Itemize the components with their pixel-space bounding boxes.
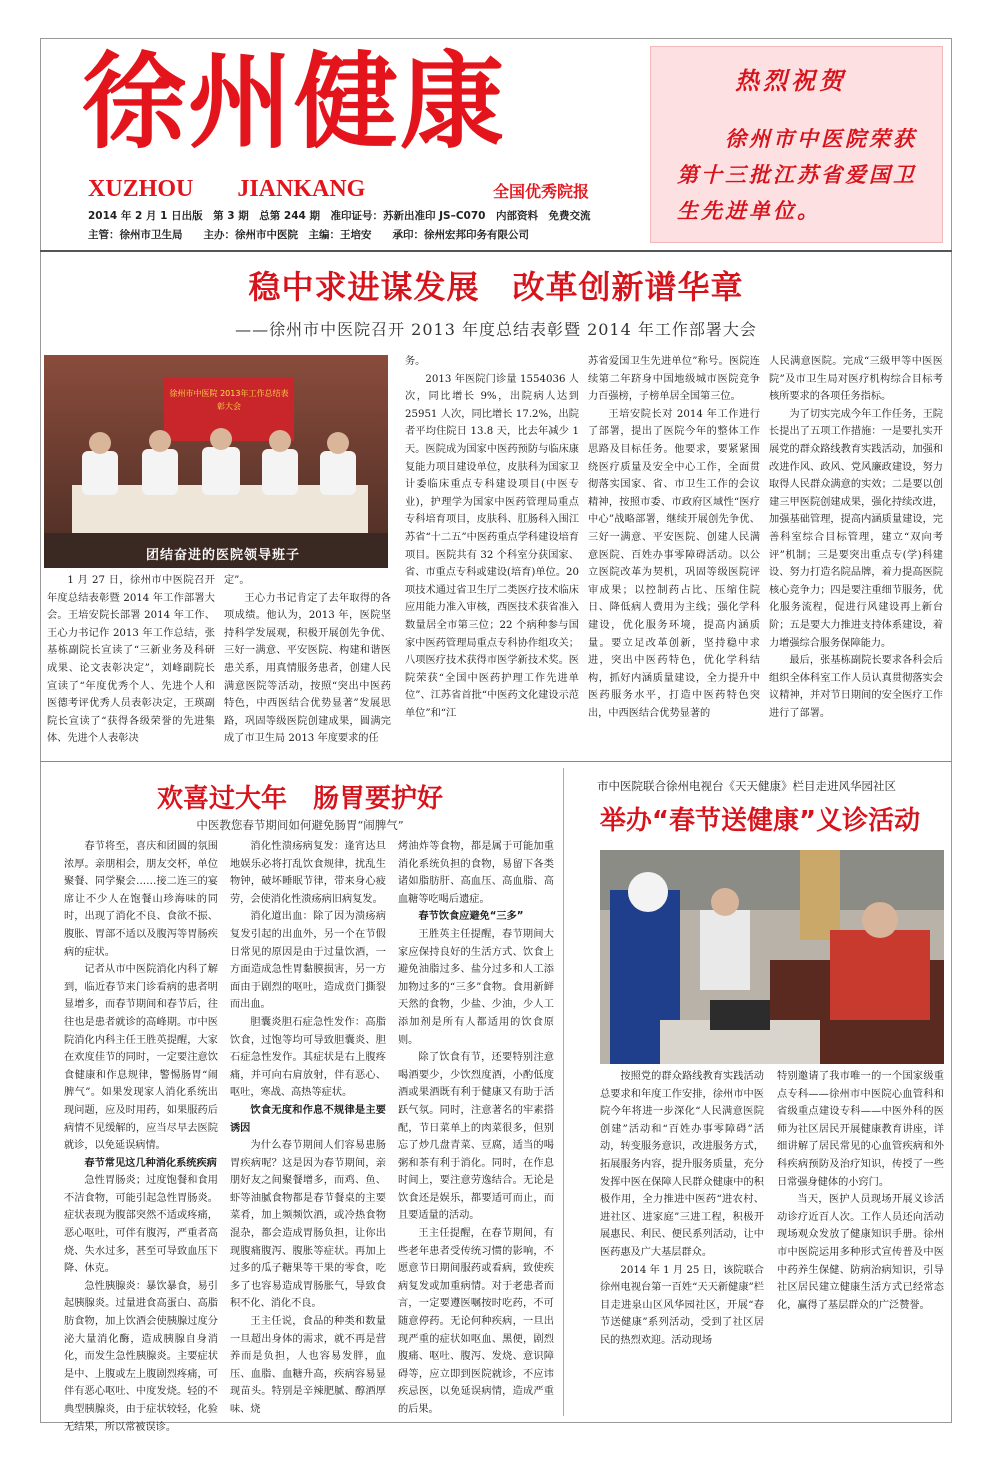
paragraph: 王培安院长对 2014 年工作进行了部署，提出了医院今年的整体工作思路及目标任务。他要求，要紧紧围绕医疗质量及安全中心工作，全面贯彻落实国家、省、市卫生工作的会议精神，按照市委、市政府区域性“医疗中心”战略部署，继续开展创先争优、三好一满意、平安医院、创建人民满意医院、百姓办事零障碍活动。以公立医院改革为契机，巩固等级医院评审成果；以控制药占比、压缩住院日、降低病人费用为主线；强化学科建设，优化服务环境，提高内涵质量。要立足改革创新，坚持稳中求进，突出中医药特色，优化学科结构，抓好内涵质量建设，全力提升中医药服务水平，打造中医药特色突出，中西医结合优势显著的 (588, 408, 760, 719)
photo-caption: 团结奋进的医院领导班子 (146, 548, 301, 563)
issue-line: 2014 年 2 月 1 日出版 第 3 期 总第 244 期 准印证号：苏新出准印 JS–C070 内部资料 免费交流 (88, 210, 591, 222)
congrats-box (650, 46, 943, 243)
masthead-pinyin: XUZHOU JIANKANG (88, 176, 366, 202)
paragraph: 人民满意医院。完成“三级甲等中医医院”及市卫生局对医疗机构综合目标考核所要求的各项任务指标。 (769, 356, 943, 403)
paragraph: 胆囊炎胆石症急性发作：高脂饮食，过饱等均可导致胆囊炎、胆石症急性发作。其症状是右上腹疼痛，并可向右肩放射，伴有恶心、呕吐，寒战、高热等症状。 (230, 1016, 386, 1099)
column-rule (563, 768, 564, 1416)
congrats-body: 徐州市中医院荣获第十三批江苏省爱国卫生先进单位。 (677, 126, 917, 223)
clinic-photo-illustration (600, 850, 944, 1064)
masthead-title: 徐州健康 (82, 41, 507, 163)
article1-col2 (224, 572, 391, 752)
paragraph: 务。 (405, 356, 426, 367)
paragraph: 苏省爱国卫生先进单位”称号。医院连续第二年跻身中国地级城市医院竞争力百强榜，子榜单居全国第三位。 (588, 356, 760, 403)
paragraph: 2013 年医院门诊量 1554036 人次，同比增长 9%，出院病人达到 25951 人次，同比增长 17.2%，出院者平均住院日 13.8 天，比去年减少 1 天。医院成为国家中医药预防与临床康复能力项目建设单位，皮肤科为国家卫计委临床重点专科建设项目(中医专业)，护理学为国家中医药管理局重点专科培育项目，皮肤科、肛肠科入围江苏省“十二五”中医药重点学科建设培育项目。医院共有 32 个科室分获国家、省、市重点专科或建设(培育)单位。20 项技术通过省卫生厅二类医疗技术临床应用能力准入审核，西医技术获省准入数量居全市第三位；22 个病种参与国家中医药管理局重点专科协作组攻关；八项医疗技术获得市医学新技术奖。医院荣获“全国中医药护理工作先进单位”、江苏省首批“中医药文化建设示范单位”和“江 (405, 373, 579, 719)
article3-col2 (777, 1068, 944, 1414)
congrats-title: 热烈祝贺 (735, 66, 847, 95)
article1-col5 (769, 353, 943, 753)
paragraph: 烤油炸等食物，都是属于可能加重消化系统负担的食物，易留下各类诸如脂肪肝、高血压、高血脂、高血糖等吃喝后遗症。 (398, 841, 554, 905)
article3-headline: 举办“春节送健康”义诊活动 (599, 806, 921, 836)
section-heading: 春节常见这几种消化系统疾病 (84, 1157, 217, 1169)
article2-headline: 欢喜过大年 肠胃要护好 (156, 784, 443, 814)
paragraph: 消化性溃疡病复发：逢宵达旦地娱乐必将打乱饮食规律，扰乱生物钟，破坏睡眠节律，带来身心疲劳，会使消化性溃疡病旧病复发。 (230, 841, 386, 905)
paragraph: 为了切实完成今年工作任务，王院长提出了五项工作措施：一是要扎实开展党的群众路线教育实践活动，加强和改进作风、政风、党风廉政建设，努力取得人民群众满意的实效；二是要以创建三甲医院创建成果，强化持续改进，加强基础管理，提高内涵质量建设，完善科室综合目标管理，建立“双向考评”机制；三是要突出重点专(学)科建设、努力打造名院品牌，着力提高医院核心竞争力；四是要注重细节服务，优化服务流程，促进行风建设再上新台阶；五是要大力推进支持体系建设，着力增强综合服务保障能力。 (769, 408, 943, 649)
photo-banner: 徐州市中医院 2013年工作总结表彰大会 (169, 389, 289, 411)
paragraph: 王胜英主任提醒，春节期间大家应保持良好的生活方式、饮食上避免油脂过多、盐分过多和人工添加物过多的“三多”食物。食用新鲜天然的食物，少盐、少油，少人工添加剂是所有人都适用的饮食原则。 (398, 928, 554, 1046)
section-heading: 春节饮食应避免“三多” (418, 911, 524, 923)
article1-col4 (588, 353, 760, 753)
article1-subhead: ——徐州市中医院召开 2013 年度总结表彰暨 2014 年工作部署大会 (235, 320, 757, 339)
paragraph: 急性胰腺炎：暴饮暴食，易引起胰腺炎。过量进食高蛋白、高脂肪食物，加上饮酒会使胰腺过度分泌大量消化酶，造成胰腺自身消化，而发生急性胰腺炎。主要症状是中、上腹或左上腹剧烈疼痛，可伴有恶心呕吐、中度发烧。轻的不典型胰腺炎，由于症状较轻，化验无结果，所以常被误诊。 (64, 1280, 218, 1433)
paragraph: 最后，张基栋副院长要求各科会后组织全体科室工作人员认真贯彻落实会议精神，并对节日期间的安全医疗工作进行了部署。 (769, 655, 943, 719)
paragraph: 2014 年 1 月 25 日，该院联合徐州电视台第一百姓“天天新健康”栏目走进泉山区风华园社区，开展“春节送健康”系列活动，受到了社区居民的热烈欢迎。活动现场 (600, 1264, 764, 1346)
article3-kicker: 市中医院联合徐州电视台《天天健康》栏目走进风华园社区 (597, 779, 896, 793)
paragraph: 定”。 (224, 575, 250, 586)
paragraph: 1 月 27 日，徐州市中医院召开年度总结表彰暨 2014 年工作部署大会。王培安院长部署 2014 年工作、王心力书记作 2013 年工作总结，张基栋副院长宣读了“三新业务及科研成果、论文表彰决定”，刘峰副院长宣读了“年度优秀个人、先进个人和医德考评优秀人员表彰决定，王瑛副院长宣读了“获得各级荣誉的先进集体、先进个人表彰决 (47, 575, 215, 745)
section-heading: 饮食无度和作息不规律是主要诱因 (230, 1104, 386, 1134)
paragraph: 记者从市中医院消化内科了解到，临近春节来门诊看病的患者明显增多，而春节期间和春节后，往往也是患者就诊的高峰期。市中医院消化内科主任王胜英提醒，大家在欢度佳节的同时，一定要注意饮食健康和作息规律，警惕肠胃“闹脾气”。如果发现家人消化系统出现问题，应及时用药，如果服药后病情不见缓解的，应当尽早去医院就诊，以免延误病情。 (64, 964, 218, 1152)
paragraph: 为什么春节期间人们容易患肠胃疾病呢？这是因为春节期间，亲朋好友之间聚餐增多，而鸡、鱼、虾等油腻食物都是春节餐桌的主要菜肴，加上频频饮酒，或冷热食物混杂，都会造成胃肠负担，让你出现腹痛腹泻、腹胀等症状。再加上过多的瓜子糖果等干果的零食，吃多了也容易造成胃肠胀气，导致食积不化、消化不良。 (230, 1140, 386, 1310)
paragraph: 特别邀请了我市唯一的一个国家级重点专科——徐州市中医院心血管科和省级重点建设专科——中医外科的医师为社区居民开展健康教育讲座，详细讲解了居民常见的心血管疾病和外科疾病预防及治疗知识，传授了一些日常强身健体的小窍门。 (777, 1071, 944, 1188)
masthead-divider (40, 250, 952, 252)
article3-col1 (600, 1068, 764, 1414)
masthead-award: 全国优秀院报 (493, 182, 590, 201)
paragraph: 春节将至，喜庆和团圆的氛围浓厚。亲朋相会，朋友交杯，单位聚餐、同学聚会……接二连三的宴席让不少人在饱餐山珍海味的同时，出现了消化不良、食欲不振、腹胀、胃部不适以及腹泻等胃肠疾病的症状。 (64, 841, 218, 958)
article2-col2 (230, 838, 386, 1415)
article2-col1 (64, 838, 218, 1433)
paragraph: 当天，医护人员现场开展义诊活动诊疗近百人次。工作人员还向活动现场观众发放了健康知识手册。徐州市中医院运用多种形式宣传普及中医中药养生保健、防病治病知识，引导社区居民建立健康生活方式已经常态化，赢得了基层群众的广泛赞誉。 (777, 1194, 944, 1311)
leadership-photo (44, 355, 388, 568)
paragraph: 王主任说，食品的种类和数量一旦超出身体的需求，就不再是营养而是负担，人也容易发胖，血压、血脂、血糖升高，疾病容易显现苗头。特别是辛辣肥腻、醇酒厚味、烧 (230, 1316, 386, 1415)
paragraph: 消化道出血：除了因为溃疡病复发引起的出血外，另一个在节假日常见的原因是由于过量饮酒，一方面造成急性胃黏膜损害，另一方面由于剧烈的呕吐，造成贲门撕裂而出血。 (230, 911, 386, 1011)
sponsor-line: 主管：徐州市卫生局 主办：徐州市中医院 主编：王培安 承印：徐州宏邦印务有限公司 (88, 229, 529, 241)
paragraph: 急性胃肠炎；过度饱餐和食用不洁食物，可能引起急性胃肠炎。症状表现为腹部突然不适或疼痛，恶心呕吐，可伴有腹泻，严重者高烧、失水过多，甚至可导致血压下降、休克。 (64, 1175, 218, 1275)
article1-headline: 稳中求进谋发展 改革创新谱华章 (248, 268, 744, 306)
paragraph: 除了饮食有节，还要特别注意喝酒要少，少饮烈度酒，小酌低度酒或果酒既有利于健康又有助于活跃气氛。同时，注意著名的牢素搭配，节日菜单上的肉菜很多，但别忘了炒几盘青菜、豆腐，适当的喝粥和茶有利于消化。同时，在作息时间上，要注意劳逸结合。无论是饮食还是娱乐，都要适可而止，而且要适量的活动。 (398, 1052, 554, 1222)
paragraph: 按照党的群众路线教育实践活动总要求和年度工作安排，徐州市中医院今年将进一步深化“人民满意医院创建”活动和“百姓办事零障碍”活动，转变服务意识，改进服务方式，拓展服务内容，提升服务质量，充分发挥中医在保障人民群众健康中的积极作用，全力推进中医药“进农村、进社区、进家庭”三进工程，积极开展惠民、利民、便民系列活动，让中医药惠及广大基层群众。 (600, 1071, 764, 1258)
paragraph: 王心力书记肯定了去年取得的各项成绩。他认为，2013 年，医院坚持科学发展观，积极开展创先争优、三好一满意、平安医院、构建和谐医患关系，用真情服务患者，创建人民满意医院等活动，按照“突出中医药特色，中西医结合优势显著”发展思路，巩固等级医院创建成果，圆满完成了市卫生局 2013 年度要求的任 (224, 592, 391, 745)
article2-col3 (398, 838, 554, 1415)
article1-col3 (405, 353, 579, 753)
clinic-photo (600, 850, 944, 1064)
article2-subhead: 中医教您春节期间如何避免肠胃“闹脾气” (196, 818, 404, 832)
article1-col1 (47, 572, 215, 752)
paragraph: 王主任提醒，在春节期间，有些老年患者受传统习惯的影响，不愿意节日期间服药或看病，致使疾病复发或加重病情。对于老患者而言，一定要遵医嘱按时吃药，不可随意停药。无论何种疾病，一旦出现严重的症状如呕血、黑便，剧烈腹痛、呕吐、腹泻、发烧、意识障碍等，应立即到医院就诊，不应讳疾忌医，以免延误病情，造成严重的后果。 (398, 1228, 554, 1415)
section-divider (40, 761, 952, 762)
